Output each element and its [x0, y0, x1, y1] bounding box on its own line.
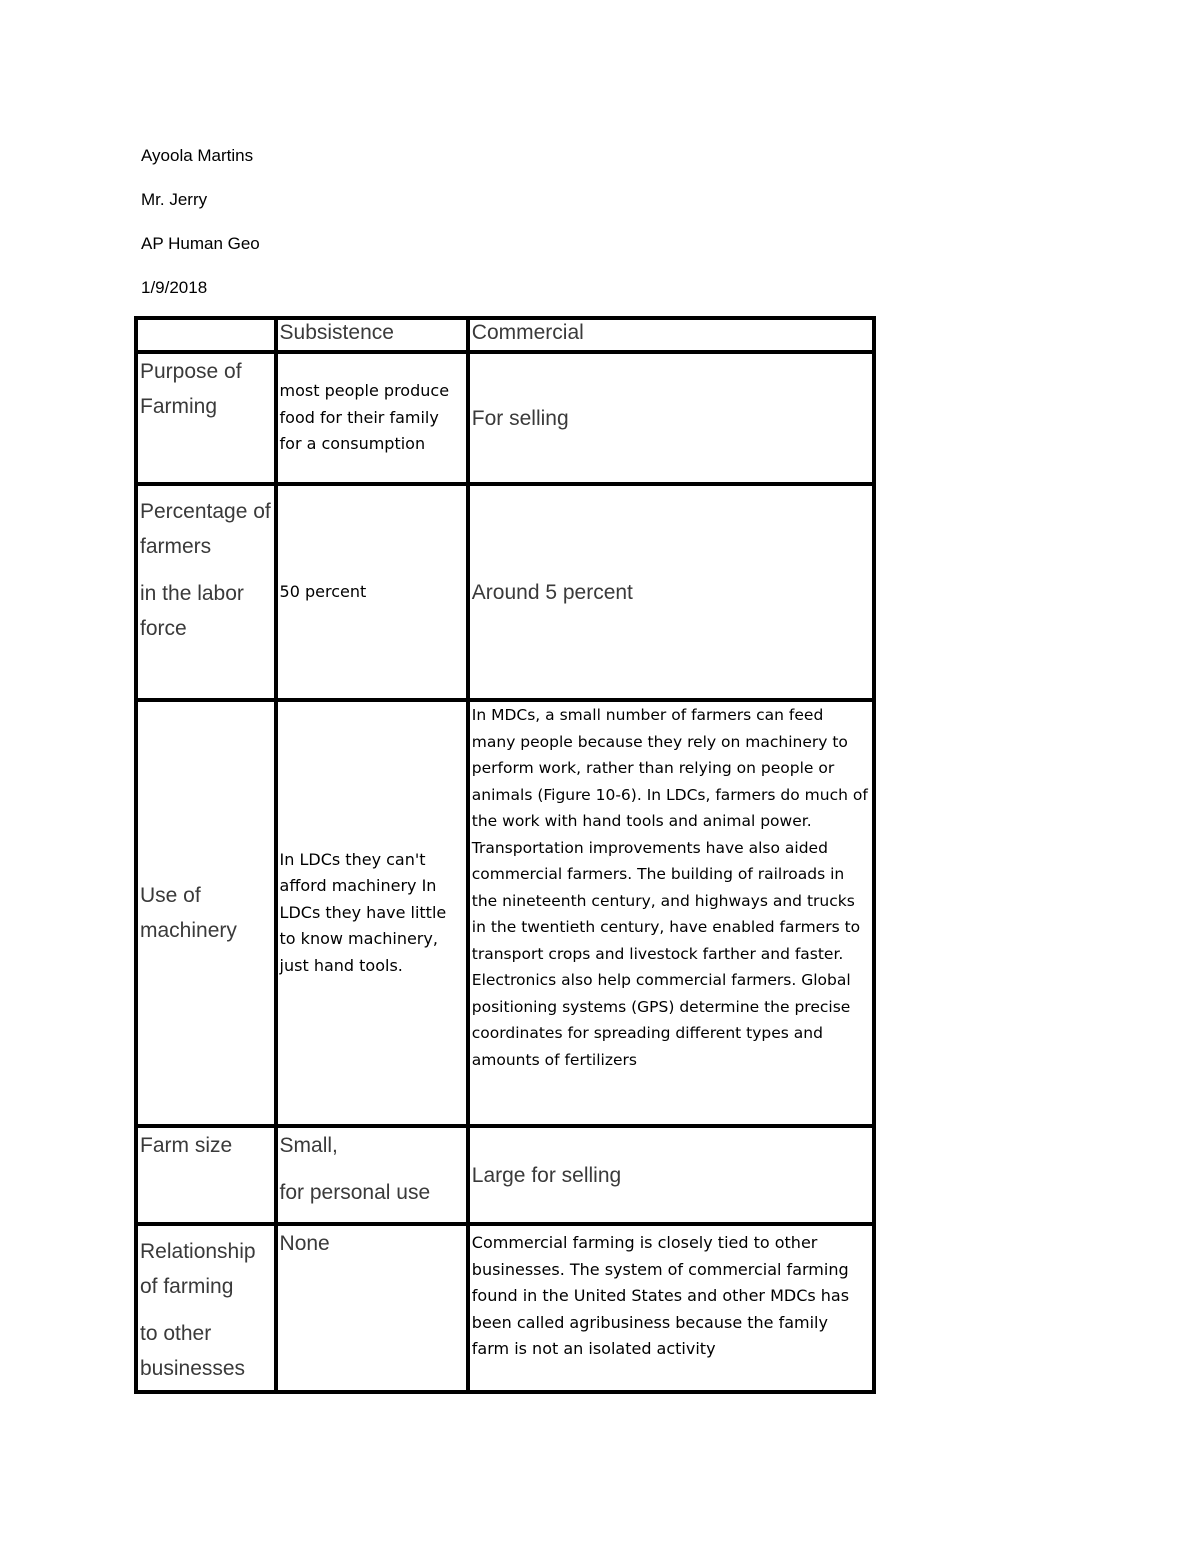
row-label-relationship-line1: Relationship of farming	[140, 1240, 256, 1298]
cell-relationship-subsistence: None	[276, 1224, 468, 1392]
course-name: AP Human Geo	[141, 234, 260, 253]
header-cell-subsistence: Subsistence	[276, 318, 468, 352]
cell-farm-size-subsistence-line1: Small,	[279, 1134, 338, 1157]
table-row-farm-size	[136, 1126, 874, 1224]
header-cell-empty	[136, 318, 276, 352]
cell-machinery-commercial: In MDCs, a small number of farmers can feed many people because they rely on machinery to perform work, rather than relying on people or animals (Figure 10-6). In LDCs, farmers do much of the work with hand tools and animal power. Transportation improvements have also aided commercial farmers. The building of railroads in the nineteenth century, and highways and trucks in the twentieth century, have enabled farmers to transport crops and livestock farther and faster. Electronics also help commercial farmers. Global positioning systems (GPS) determine the precise coordinates for spreading different types and amounts of fertilizers	[468, 700, 874, 1126]
row-label-machinery: Use of machinery	[136, 700, 276, 1126]
teacher-name: Mr. Jerry	[141, 190, 208, 209]
table-row-machinery	[136, 700, 874, 1126]
table-header-row	[136, 318, 874, 352]
row-label-purpose	[136, 352, 276, 484]
cell-farm-size-subsistence	[276, 1126, 468, 1224]
cell-purpose-subsistence: most people produce food for their family for a consumption	[276, 352, 468, 484]
table-row-purpose	[136, 352, 874, 484]
cell-percentage-subsistence: 50 percent	[276, 484, 468, 700]
document-header	[141, 142, 260, 318]
cell-farm-size-commercial: Large for selling	[468, 1126, 874, 1224]
student-name: Ayoola Martins	[141, 146, 254, 165]
cell-relationship-commercial: Commercial farming is closely tied to other businesses. The system of commercial farming found in the United States and other MDCs has been called agribusiness because the family farm is not an isolated activity	[468, 1224, 874, 1392]
row-label-percentage	[136, 484, 276, 700]
row-label-percentage-line2: in the labor force	[140, 582, 244, 640]
document-date: 1/9/2018	[141, 278, 208, 297]
row-label-purpose-text: Purpose of Farming	[140, 360, 242, 418]
cell-percentage-commercial: Around 5 percent	[468, 484, 874, 700]
table-row-percentage	[136, 484, 874, 700]
row-label-farm-size: Farm size	[136, 1126, 276, 1224]
farming-comparison-table	[134, 316, 876, 1394]
cell-purpose-commercial: For selling	[468, 352, 874, 484]
row-label-percentage-line1: Percentage of farmers	[140, 500, 271, 558]
row-label-relationship	[136, 1224, 276, 1392]
cell-farm-size-subsistence-line2: for personal use	[279, 1181, 431, 1204]
row-label-relationship-line2: to other businesses	[140, 1322, 246, 1380]
cell-machinery-subsistence: In LDCs they can't afford machinery In LDCs they have little to know machinery, just hand tools.	[276, 700, 468, 1126]
table-row-relationship	[136, 1224, 874, 1392]
header-cell-commercial: Commercial	[468, 318, 874, 352]
